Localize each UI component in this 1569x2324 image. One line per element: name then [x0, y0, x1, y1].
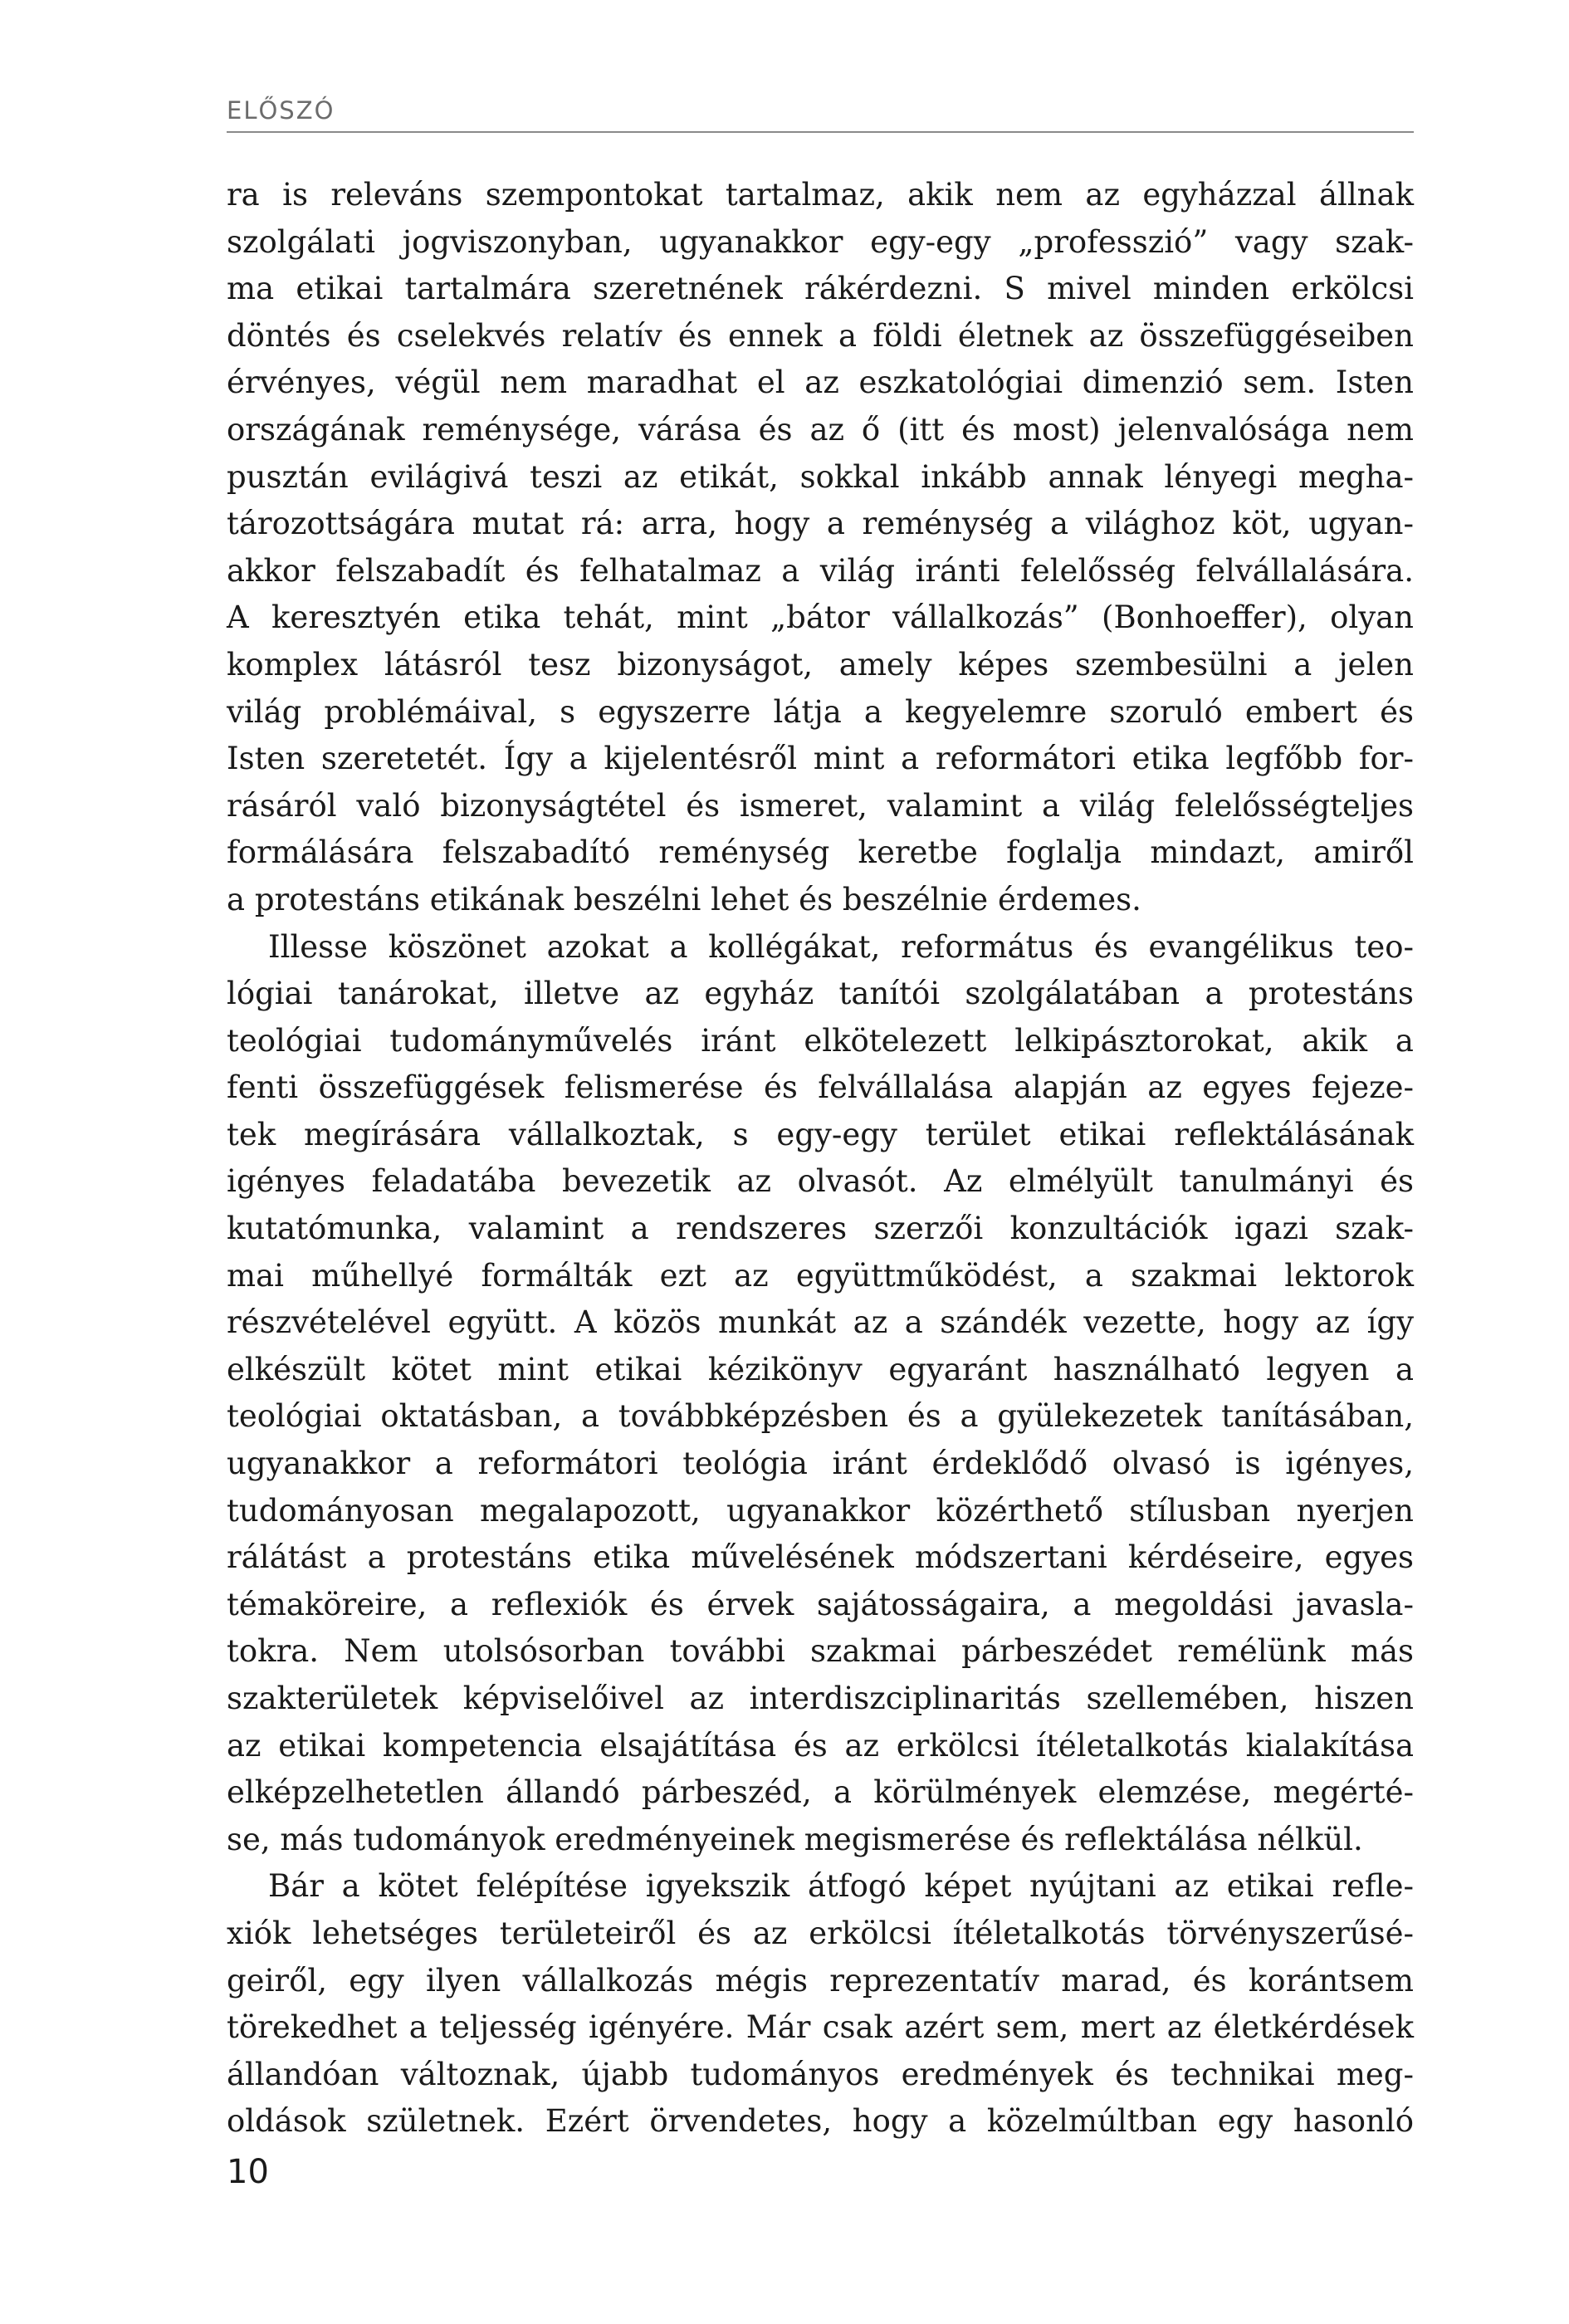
- text-line: döntés és cselekvés relatív és ennek a földi életnek az összefüggéseiben: [227, 317, 1414, 354]
- text-line: világ problémáival, s egyszerre látja a kegyelemre szoruló embert és: [227, 693, 1414, 730]
- text-line: ugyanakkor a reformátori teológia iránt érdeklődő olvasó is igényes,: [227, 1446, 1414, 1482]
- text-line: tudományosan megalapozott, ugyanakkor közérthető stílusban nyerjen: [227, 1492, 1414, 1529]
- text-line: elkészült kötet mint etikai kézikönyv egyaránt használható legyen a: [227, 1351, 1414, 1387]
- text-line: ma etikai tartalmára szeretnének rákérdezni. S mivel minden erkölcsi: [227, 271, 1414, 307]
- text-line: geiről, egy ilyen vállalkozás mégis reprezentatív marad, és korántsem: [227, 1962, 1414, 1999]
- text-line: tek megírására vállalkoztak, s egy-egy terület etikai reflektálásának: [227, 1116, 1414, 1152]
- text-line: fenti összefüggések felismerése és felvállalása alapján az egyes fejeze-: [227, 1069, 1414, 1106]
- text-line: teológiai tudományművelés iránt elkötelezett lelkipásztorokat, akik a: [227, 1022, 1414, 1059]
- text-line: rálátást a protestáns etika művelésének módszertani kérdéseire, egyes: [227, 1539, 1414, 1576]
- section-title: ELŐSZÓ: [227, 96, 335, 125]
- text-line: tározottságára mutat rá: arra, hogy a reménység a világhoz köt, ugyan-: [227, 506, 1414, 542]
- text-line: témaköreire, a reflexiók és érvek sajátosságaira, a megoldási javasla-: [227, 1586, 1414, 1622]
- text-line: Illesse köszönet azokat a kollégákat, református és evangélikus teo-: [268, 928, 1414, 965]
- text-line: se, más tudományok eredményeinek megismerése és reflektálása nélkül.: [227, 1821, 1363, 1857]
- text-line: Isten szeretetét. Így a kijelentésről mint a reformátori etika legfőbb for-: [227, 741, 1414, 777]
- text-line: xiók lehetséges területeiről és az erkölcsi ítéletalkotás törvényszerűsé-: [227, 1915, 1414, 1951]
- text-line: az etikai kompetencia elsajátítása és az erkölcsi ítéletalkotás kialakítása: [227, 1727, 1414, 1764]
- text-line: országának reménysége, várása és az ő (itt és most) jelenvalósága nem: [227, 411, 1414, 448]
- text-line: formálására felszabadító reménység keretbe foglalja mindazt, amiről: [227, 834, 1414, 871]
- text-line: elképzelhetetlen állandó párbeszéd, a körülmények elemzése, megérté-: [227, 1774, 1414, 1811]
- text-line: kutatómunka, valamint a rendszeres szerzői konzultációk igazi szak-: [227, 1211, 1414, 1247]
- paragraph-3: [227, 1863, 1414, 2145]
- text-line: szakterületek képviselőivel az interdiszciplinaritás szellemében, hiszen: [227, 1681, 1414, 1716]
- running-header: [227, 90, 1414, 133]
- text-line: ra is releváns szempontokat tartalmaz, akik nem az egyházzal állnak: [227, 177, 1414, 213]
- text-line: mai műhellyé formálták ezt az együttműködést, a szakmai lektorok: [227, 1257, 1414, 1294]
- text-line: teológiai oktatásban, a továbbképzésben és a gyülekezetek tanításában,: [227, 1398, 1414, 1435]
- text-line: törekedhet a teljesség igényére. Már csak azért sem, mert az életkérdések: [227, 2009, 1414, 2046]
- text-line: Bár a kötet felépítése igyekszik átfogó képet nyújtani az etikai refle-: [268, 1868, 1414, 1905]
- paragraph-1: [227, 172, 1414, 924]
- text-line: szolgálati jogviszonyban, ugyanakkor egy-egy „professzió” vagy szak-: [227, 223, 1414, 260]
- text-line: oldások születnek. Ezért örvendetes, hogy a közelmúltban egy hasonló: [227, 2103, 1414, 2140]
- paragraph-2: [227, 924, 1414, 1864]
- text-line: pusztán evilágivá teszi az etikát, sokkal inkább annak lényegi megha-: [227, 458, 1414, 495]
- text-line: komplex látásról tesz bizonyságot, amely képes szembesülni a jelen: [227, 646, 1414, 683]
- text-line: tokra. Nem utolsósorban további szakmai párbeszédet remélünk más: [227, 1633, 1414, 1670]
- text-line: A keresztyén etika tehát, mint „bátor vállalkozás” (Bonhoeffer), olyan: [227, 599, 1414, 636]
- text-line: igényes feladatába bevezetik az olvasót. Az elmélyült tanulmányi és: [227, 1163, 1414, 1200]
- text-line: akkor felszabadít és felhatalmaz a világ iránti felelősség felvállalására.: [227, 552, 1414, 589]
- text-line: rásáról való bizonyságtétel és ismeret, valamint a világ felelősségteljes: [227, 787, 1414, 824]
- text-line: állandóan változnak, újabb tudományos eredmények és technikai meg-: [227, 2056, 1414, 2092]
- text-line: a protestáns etikának beszélni lehet és beszélnie érdemes.: [227, 881, 1141, 917]
- page-number: 10: [227, 2153, 269, 2191]
- text-line: lógiai tanárokat, illetve az egyház tanítói szolgálatában a protestáns: [227, 976, 1414, 1012]
- body-text: [227, 172, 1414, 2145]
- text-line: részvételével együtt. A közös munkát az a szándék vezette, hogy az így: [227, 1304, 1414, 1341]
- text-line: érvényes, végül nem maradhat el az eszkatológiai dimenzió sem. Isten: [227, 365, 1414, 401]
